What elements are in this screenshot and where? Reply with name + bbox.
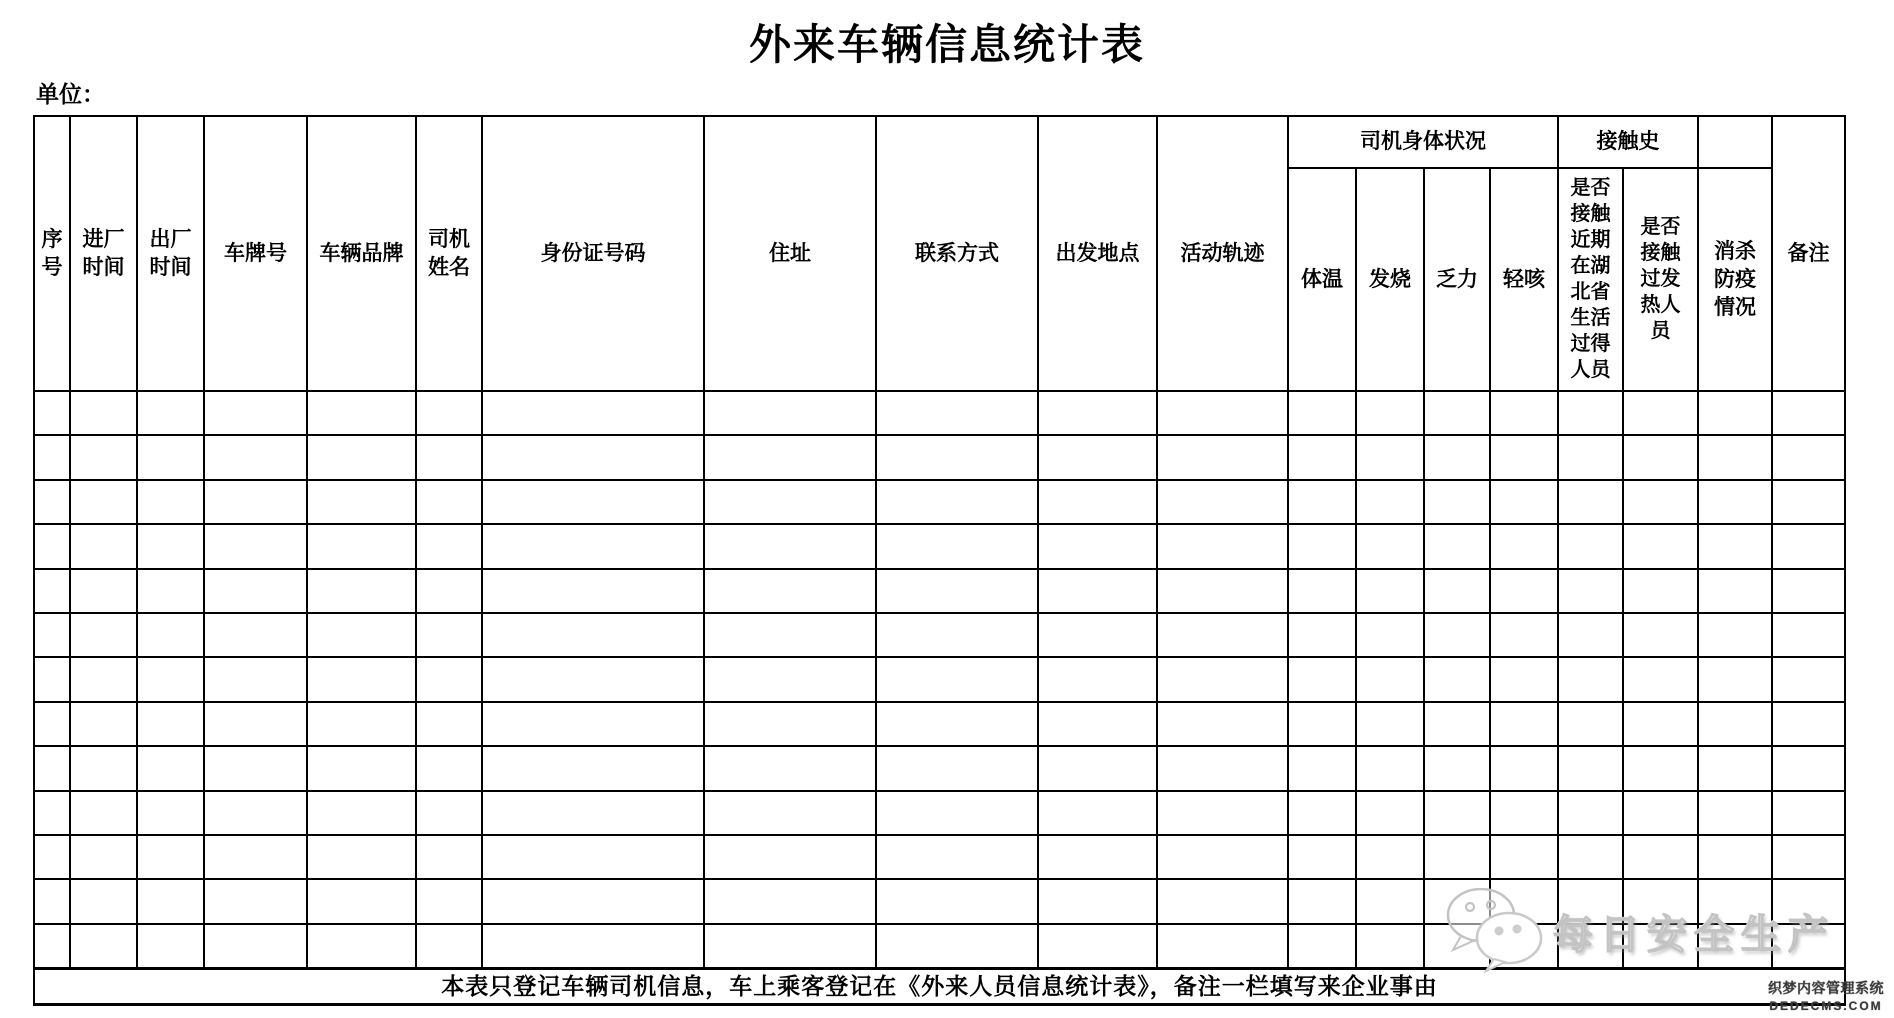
empty-cell (704, 524, 876, 568)
empty-cell (1623, 435, 1698, 479)
empty-cell (704, 435, 876, 479)
col-header-fever: 发烧 (1356, 168, 1424, 391)
empty-cell (1038, 391, 1157, 435)
col-header-fatigue: 乏力 (1424, 168, 1490, 391)
empty-cell (1157, 657, 1288, 701)
empty-cell (1698, 835, 1772, 879)
empty-cell (1772, 702, 1845, 746)
empty-cell (307, 879, 416, 923)
disinfection-label: 消杀防疫情况 (1714, 239, 1756, 320)
empty-cell (1490, 702, 1558, 746)
empty-cell (1038, 746, 1157, 790)
empty-cell (704, 835, 876, 879)
col-header-entry-time: 进厂时间 (70, 116, 137, 391)
empty-cell (1288, 391, 1356, 435)
empty-cell (482, 924, 704, 968)
empty-cell (204, 569, 307, 613)
empty-cell (1490, 746, 1558, 790)
empty-cell (1623, 524, 1698, 568)
empty-cell (1288, 657, 1356, 701)
empty-cell (704, 480, 876, 524)
empty-cell (1157, 835, 1288, 879)
empty-cell (1490, 480, 1558, 524)
empty-cell (1356, 524, 1424, 568)
empty-cell (1558, 702, 1623, 746)
empty-cell (1356, 391, 1424, 435)
empty-cell (307, 435, 416, 479)
empty-cell (1157, 480, 1288, 524)
fever-contact-label: 是否接触过发热人员 (1640, 216, 1681, 343)
empty-cell (1772, 480, 1845, 524)
empty-cell (482, 480, 704, 524)
empty-cell (1424, 924, 1490, 968)
empty-cell (1558, 435, 1623, 479)
empty-cell (34, 435, 70, 479)
table-row (34, 746, 1845, 790)
empty-cell (307, 569, 416, 613)
empty-cell (70, 657, 137, 701)
col-header-departure-place: 出发地点 (1038, 116, 1157, 391)
empty-cell (1623, 879, 1698, 923)
empty-cell (1157, 613, 1288, 657)
empty-cell (1698, 746, 1772, 790)
empty-cell (1288, 835, 1356, 879)
empty-cell (482, 746, 704, 790)
empty-cell (1490, 791, 1558, 835)
empty-cell (1356, 480, 1424, 524)
empty-cell (1623, 702, 1698, 746)
empty-cell (137, 524, 204, 568)
cms-branding-en: DEDECMS.COM (1769, 999, 1883, 1013)
table-row (34, 657, 1845, 701)
empty-cell (204, 879, 307, 923)
empty-cell (1424, 657, 1490, 701)
empty-cell (1772, 613, 1845, 657)
empty-cell (1623, 613, 1698, 657)
empty-cell (307, 480, 416, 524)
empty-cell (70, 924, 137, 968)
empty-cell (1558, 657, 1623, 701)
empty-cell (204, 746, 307, 790)
empty-cell (70, 435, 137, 479)
empty-cell (1623, 569, 1698, 613)
empty-cell (1772, 746, 1845, 790)
empty-cell (1698, 391, 1772, 435)
empty-cell (1038, 524, 1157, 568)
empty-cell (1157, 524, 1288, 568)
empty-cell (1288, 524, 1356, 568)
empty-cell (1157, 924, 1288, 968)
empty-cell (876, 524, 1038, 568)
col-header-remarks: 备注 (1772, 116, 1845, 391)
empty-cell (1772, 791, 1845, 835)
empty-cell (137, 702, 204, 746)
col-header-fever-contact (1623, 168, 1698, 391)
empty-cell (1558, 391, 1623, 435)
empty-cell (1698, 613, 1772, 657)
empty-cell (137, 791, 204, 835)
empty-cell (1772, 879, 1845, 923)
empty-cell (1288, 613, 1356, 657)
empty-cell (1490, 569, 1558, 613)
col-header-hubei-contact (1558, 168, 1623, 391)
empty-cell (137, 924, 204, 968)
empty-cell (307, 657, 416, 701)
empty-cell (416, 524, 482, 568)
empty-cell (416, 480, 482, 524)
empty-cell (70, 613, 137, 657)
empty-cell (34, 480, 70, 524)
empty-cell (1356, 835, 1424, 879)
empty-cell (1288, 435, 1356, 479)
watermark-text: 每日安全生产 (1553, 911, 1835, 957)
empty-cell (307, 791, 416, 835)
empty-cell (1558, 524, 1623, 568)
empty-cell (704, 924, 876, 968)
table-body (34, 391, 1845, 968)
empty-cell (1698, 569, 1772, 613)
empty-cell (1356, 791, 1424, 835)
empty-cell (704, 791, 876, 835)
empty-cell (1424, 391, 1490, 435)
empty-cell (416, 435, 482, 479)
empty-cell (34, 835, 70, 879)
empty-cell (1157, 879, 1288, 923)
col-header-vehicle-brand: 车辆品牌 (307, 116, 416, 391)
cms-branding (1768, 978, 1884, 1013)
empty-cell (1038, 791, 1157, 835)
empty-cell (204, 613, 307, 657)
empty-cell (482, 569, 704, 613)
empty-cell (1424, 613, 1490, 657)
empty-cell (137, 480, 204, 524)
empty-cell (1356, 879, 1424, 923)
empty-cell (1424, 791, 1490, 835)
empty-cell (34, 613, 70, 657)
empty-cell (1772, 524, 1845, 568)
col-header-activity-track: 活动轨迹 (1157, 116, 1288, 391)
empty-cell (204, 391, 307, 435)
empty-cell (482, 835, 704, 879)
empty-cell (1698, 924, 1772, 968)
col-header-disinfection (1698, 168, 1772, 391)
empty-cell (1490, 924, 1558, 968)
hubei-contact-label: 是否接触近期在湖北省生活过得人员 (1570, 177, 1611, 382)
empty-cell (704, 391, 876, 435)
empty-cell (70, 746, 137, 790)
empty-cell (1424, 835, 1490, 879)
empty-cell (1038, 657, 1157, 701)
empty-cell (70, 879, 137, 923)
empty-cell (70, 835, 137, 879)
header-row-top (34, 116, 1845, 168)
empty-cell (204, 835, 307, 879)
empty-cell (204, 657, 307, 701)
col-header-address: 住址 (704, 116, 876, 391)
col-header-plate-no: 车牌号 (204, 116, 307, 391)
empty-cell (704, 657, 876, 701)
empty-cell (1424, 702, 1490, 746)
empty-cell (1288, 480, 1356, 524)
empty-cell (482, 657, 704, 701)
col-header-light-cough: 轻咳 (1490, 168, 1558, 391)
empty-cell (1558, 879, 1623, 923)
table-footer (34, 968, 1845, 1005)
empty-cell (876, 746, 1038, 790)
empty-cell (137, 613, 204, 657)
empty-cell (876, 924, 1038, 968)
empty-cell (416, 924, 482, 968)
empty-cell (70, 569, 137, 613)
empty-cell (1288, 791, 1356, 835)
empty-cell (1558, 791, 1623, 835)
empty-cell (34, 791, 70, 835)
empty-cell (876, 613, 1038, 657)
empty-cell (1038, 613, 1157, 657)
empty-cell (1356, 569, 1424, 613)
empty-cell (1356, 657, 1424, 701)
empty-cell (1038, 435, 1157, 479)
empty-cell (1623, 391, 1698, 435)
empty-cell (1424, 569, 1490, 613)
empty-cell (1157, 569, 1288, 613)
empty-cell (70, 524, 137, 568)
empty-cell (1698, 702, 1772, 746)
empty-header-cell (1698, 116, 1772, 168)
empty-cell (137, 569, 204, 613)
col-header-driver-name: 司机姓名 (416, 116, 482, 391)
empty-cell (137, 835, 204, 879)
empty-cell (137, 435, 204, 479)
empty-cell (1772, 835, 1845, 879)
page-title: 外来车辆信息统计表 (748, 23, 1145, 69)
empty-cell (1772, 657, 1845, 701)
empty-cell (482, 702, 704, 746)
empty-cell (1424, 524, 1490, 568)
empty-cell (137, 657, 204, 701)
empty-cell (704, 702, 876, 746)
empty-cell (70, 702, 137, 746)
empty-cell (1698, 879, 1772, 923)
empty-cell (1288, 746, 1356, 790)
empty-cell (1038, 480, 1157, 524)
empty-cell (416, 613, 482, 657)
empty-cell (204, 480, 307, 524)
empty-cell (1424, 879, 1490, 923)
empty-cell (482, 791, 704, 835)
empty-cell (204, 524, 307, 568)
table-row (34, 613, 1845, 657)
empty-cell (876, 391, 1038, 435)
empty-cell (1772, 435, 1845, 479)
empty-cell (1157, 746, 1288, 790)
empty-cell (1698, 791, 1772, 835)
col-header-id-number: 身份证号码 (482, 116, 704, 391)
empty-cell (1424, 746, 1490, 790)
empty-cell (876, 569, 1038, 613)
empty-cell (416, 702, 482, 746)
table-row (34, 569, 1845, 613)
empty-cell (1356, 702, 1424, 746)
empty-cell (204, 435, 307, 479)
empty-cell (1558, 480, 1623, 524)
empty-cell (416, 791, 482, 835)
empty-cell (416, 746, 482, 790)
empty-cell (1623, 791, 1698, 835)
empty-cell (137, 746, 204, 790)
empty-cell (1424, 435, 1490, 479)
vehicle-info-table (33, 115, 1846, 1006)
empty-cell (1038, 702, 1157, 746)
empty-cell (1157, 391, 1288, 435)
empty-cell (416, 879, 482, 923)
empty-cell (34, 746, 70, 790)
empty-cell (34, 702, 70, 746)
empty-cell (204, 702, 307, 746)
empty-cell (307, 702, 416, 746)
col-header-temperature: 体温 (1288, 168, 1356, 391)
empty-cell (1490, 657, 1558, 701)
empty-cell (1038, 569, 1157, 613)
table-row (34, 879, 1845, 923)
empty-cell (704, 746, 876, 790)
table-row (34, 791, 1845, 835)
col-header-exit-time: 出厂时间 (137, 116, 204, 391)
empty-cell (876, 879, 1038, 923)
table-row (34, 524, 1845, 568)
empty-cell (1356, 435, 1424, 479)
empty-cell (34, 524, 70, 568)
empty-cell (1424, 480, 1490, 524)
col-header-serial: 序号 (34, 116, 70, 391)
footnote-row (34, 968, 1845, 1005)
empty-cell (1558, 613, 1623, 657)
cms-branding-cn: 织梦内容管理系统 (1768, 980, 1884, 996)
table-row (34, 835, 1845, 879)
empty-cell (34, 879, 70, 923)
empty-cell (1157, 702, 1288, 746)
empty-cell (876, 480, 1038, 524)
empty-cell (876, 702, 1038, 746)
empty-cell (34, 924, 70, 968)
empty-cell (416, 835, 482, 879)
unit-label: 单位： (36, 82, 105, 107)
empty-cell (307, 746, 416, 790)
empty-cell (704, 569, 876, 613)
empty-cell (204, 924, 307, 968)
empty-cell (482, 524, 704, 568)
empty-cell (1623, 480, 1698, 524)
empty-cell (307, 835, 416, 879)
col-header-contact: 联系方式 (876, 116, 1038, 391)
empty-cell (1038, 835, 1157, 879)
empty-cell (1698, 480, 1772, 524)
empty-cell (1157, 791, 1288, 835)
table-header (34, 116, 1845, 391)
empty-cell (1490, 435, 1558, 479)
group-header-contact-history: 接触史 (1558, 116, 1698, 168)
empty-cell (1623, 835, 1698, 879)
empty-cell (137, 879, 204, 923)
group-header-driver-health: 司机身体状况 (1288, 116, 1558, 168)
empty-cell (1038, 879, 1157, 923)
empty-cell (137, 391, 204, 435)
empty-cell (70, 791, 137, 835)
empty-cell (1772, 924, 1845, 968)
empty-cell (416, 657, 482, 701)
empty-cell (1356, 613, 1424, 657)
empty-cell (70, 391, 137, 435)
empty-cell (1558, 835, 1623, 879)
table-row (34, 924, 1845, 968)
table-row (34, 480, 1845, 524)
empty-cell (704, 613, 876, 657)
table-row (34, 435, 1845, 479)
empty-cell (416, 391, 482, 435)
empty-cell (34, 657, 70, 701)
table-row (34, 391, 1845, 435)
empty-cell (482, 435, 704, 479)
empty-cell (1558, 746, 1623, 790)
empty-cell (1490, 391, 1558, 435)
empty-cell (307, 613, 416, 657)
empty-cell (1623, 746, 1698, 790)
empty-cell (1157, 435, 1288, 479)
empty-cell (307, 924, 416, 968)
empty-cell (307, 391, 416, 435)
empty-cell (1490, 835, 1558, 879)
empty-cell (482, 879, 704, 923)
empty-cell (70, 480, 137, 524)
empty-cell (876, 835, 1038, 879)
empty-cell (1038, 924, 1157, 968)
empty-cell (1698, 657, 1772, 701)
empty-cell (1558, 924, 1623, 968)
empty-cell (704, 879, 876, 923)
empty-cell (1490, 524, 1558, 568)
empty-cell (876, 435, 1038, 479)
empty-cell (1288, 702, 1356, 746)
empty-cell (1623, 657, 1698, 701)
empty-cell (1490, 879, 1558, 923)
empty-cell (482, 391, 704, 435)
empty-cell (876, 657, 1038, 701)
empty-cell (1490, 613, 1558, 657)
empty-cell (1623, 924, 1698, 968)
empty-cell (416, 569, 482, 613)
empty-cell (34, 391, 70, 435)
empty-cell (1772, 569, 1845, 613)
empty-cell (204, 791, 307, 835)
footnote-text: 本表只登记车辆司机信息，车上乘客登记在《外来人员信息统计表》，备注一栏填写来企业事由 (34, 968, 1845, 1005)
empty-cell (1772, 391, 1845, 435)
empty-cell (307, 524, 416, 568)
empty-cell (1698, 524, 1772, 568)
empty-cell (876, 791, 1038, 835)
empty-cell (1288, 924, 1356, 968)
empty-cell (1288, 569, 1356, 613)
empty-cell (34, 569, 70, 613)
empty-cell (1288, 879, 1356, 923)
empty-cell (1698, 435, 1772, 479)
empty-cell (1356, 746, 1424, 790)
empty-cell (1558, 569, 1623, 613)
empty-cell (1356, 924, 1424, 968)
table-row (34, 702, 1845, 746)
empty-cell (482, 613, 704, 657)
